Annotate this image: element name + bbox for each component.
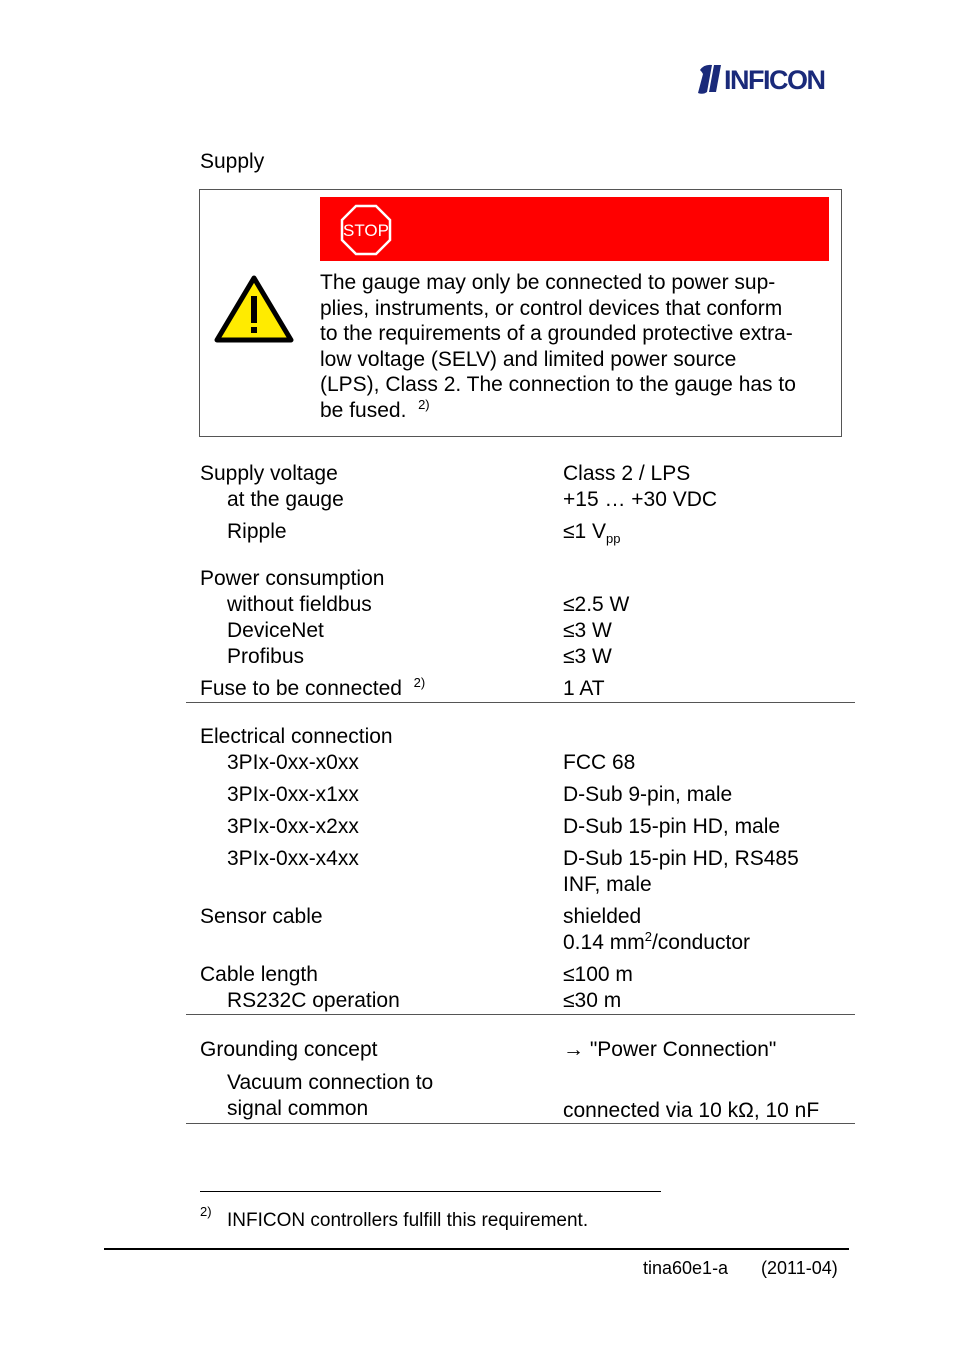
squared-sup: 2 bbox=[644, 929, 652, 944]
warning-line: to the requirements of a grounded protective extra- bbox=[320, 322, 793, 346]
cable-cross-section: 0.14 mm bbox=[563, 931, 645, 954]
value-vacuum: connected via 10 kΩ, 10 nF bbox=[563, 1099, 820, 1122]
divider bbox=[186, 702, 855, 703]
stop-sign-label: STOP bbox=[343, 221, 389, 240]
value-cable-length: ≤100 m bbox=[563, 963, 633, 986]
value-profibus: ≤3 W bbox=[563, 645, 612, 668]
label-cable-length: Cable length bbox=[200, 963, 318, 986]
value-fuse: 1 AT bbox=[563, 677, 605, 700]
label-rs232c: RS232C operation bbox=[227, 989, 400, 1012]
footer-date: (2011-04) bbox=[761, 1258, 838, 1278]
footnote-ref: 2) bbox=[413, 675, 426, 690]
label-x0xx: 3PIx-0xx-x0xx bbox=[227, 751, 359, 774]
warning-line: The gauge may only be connected to power sup- bbox=[320, 271, 776, 294]
warning-line: plies, instruments, or control devices that conform bbox=[320, 296, 783, 320]
divider bbox=[186, 1014, 855, 1015]
label-sensor-cable: Sensor cable bbox=[200, 905, 323, 928]
section-title: Supply bbox=[200, 150, 265, 173]
warning-line: (LPS), Class 2. The connection to the gauge has to bbox=[320, 373, 796, 397]
value-devicenet: ≤3 W bbox=[563, 619, 612, 642]
warning-line: low voltage (SELV) and limited power source bbox=[320, 347, 737, 371]
value-ripple bbox=[563, 520, 621, 547]
value-grounding bbox=[563, 1038, 776, 1062]
footnote-text: INFICON controllers fulfill this requirement. bbox=[227, 1210, 589, 1231]
value-x1xx: D-Sub 9-pin, male bbox=[563, 783, 733, 806]
inficon-logo bbox=[694, 62, 846, 96]
warning-last-text: be fused. bbox=[320, 398, 407, 422]
footnote-ref: 2) bbox=[418, 396, 430, 412]
label-power-consumption: Power consumption bbox=[200, 567, 385, 590]
label-x1xx: 3PIx-0xx-x1xx bbox=[227, 783, 359, 806]
value-without-fieldbus: ≤2.5 W bbox=[563, 593, 630, 616]
value-at-gauge: +15 … +30 VDC bbox=[563, 488, 718, 511]
warning-header-bar bbox=[320, 197, 829, 261]
warning-triangle-icon bbox=[214, 274, 294, 344]
cable-per-conductor: /conductor bbox=[651, 931, 750, 954]
label-grounding: Grounding concept bbox=[200, 1038, 378, 1061]
value-x4xx: D-Sub 15-pin HD, RS485 bbox=[563, 847, 799, 870]
footnote-mark: 2) bbox=[200, 1204, 212, 1219]
value-supply-voltage: Class 2 / LPS bbox=[563, 462, 691, 485]
label-vacuum-line2: signal common bbox=[227, 1097, 369, 1120]
label-vacuum-line1: Vacuum connection to bbox=[227, 1071, 434, 1094]
arrow-right-icon: → bbox=[563, 1038, 584, 1061]
label-x2xx: 3PIx-0xx-x2xx bbox=[227, 815, 359, 838]
label-fuse bbox=[200, 677, 425, 701]
ripple-value: ≤1 V bbox=[563, 520, 607, 543]
grounding-reference: "Power Connection" bbox=[584, 1038, 777, 1061]
footer-rule bbox=[104, 1248, 849, 1250]
value-x2xx: D-Sub 15-pin HD, male bbox=[563, 815, 781, 838]
inficon-logo-icon bbox=[694, 62, 724, 96]
stop-sign-icon bbox=[340, 204, 392, 256]
label-without-fieldbus: without fieldbus bbox=[227, 593, 372, 616]
warning-text bbox=[320, 270, 796, 424]
warning-line-last bbox=[320, 398, 796, 424]
label-electrical-connection: Electrical connection bbox=[200, 725, 393, 748]
value-x0xx: FCC 68 bbox=[563, 751, 636, 774]
footer-doc-id: tina60e1-a bbox=[643, 1258, 729, 1278]
label-profibus: Profibus bbox=[227, 645, 305, 668]
fuse-label-text: Fuse to be connected bbox=[200, 677, 402, 700]
ripple-sub: pp bbox=[606, 531, 621, 547]
label-ripple: Ripple bbox=[227, 520, 287, 543]
label-devicenet: DeviceNet bbox=[227, 619, 324, 642]
value-sensor-cable-line2 bbox=[563, 931, 750, 955]
label-x4xx: 3PIx-0xx-x4xx bbox=[227, 847, 359, 870]
label-supply-voltage: Supply voltage bbox=[200, 462, 338, 485]
divider bbox=[186, 1123, 855, 1124]
footnote-separator bbox=[200, 1191, 661, 1192]
value-rs232c: ≤30 m bbox=[563, 989, 622, 1012]
label-at-gauge: at the gauge bbox=[227, 488, 344, 511]
logo-text: INFICON bbox=[724, 65, 825, 95]
value-x4xx-line2: INF, male bbox=[563, 873, 652, 896]
value-sensor-cable: shielded bbox=[563, 905, 642, 928]
